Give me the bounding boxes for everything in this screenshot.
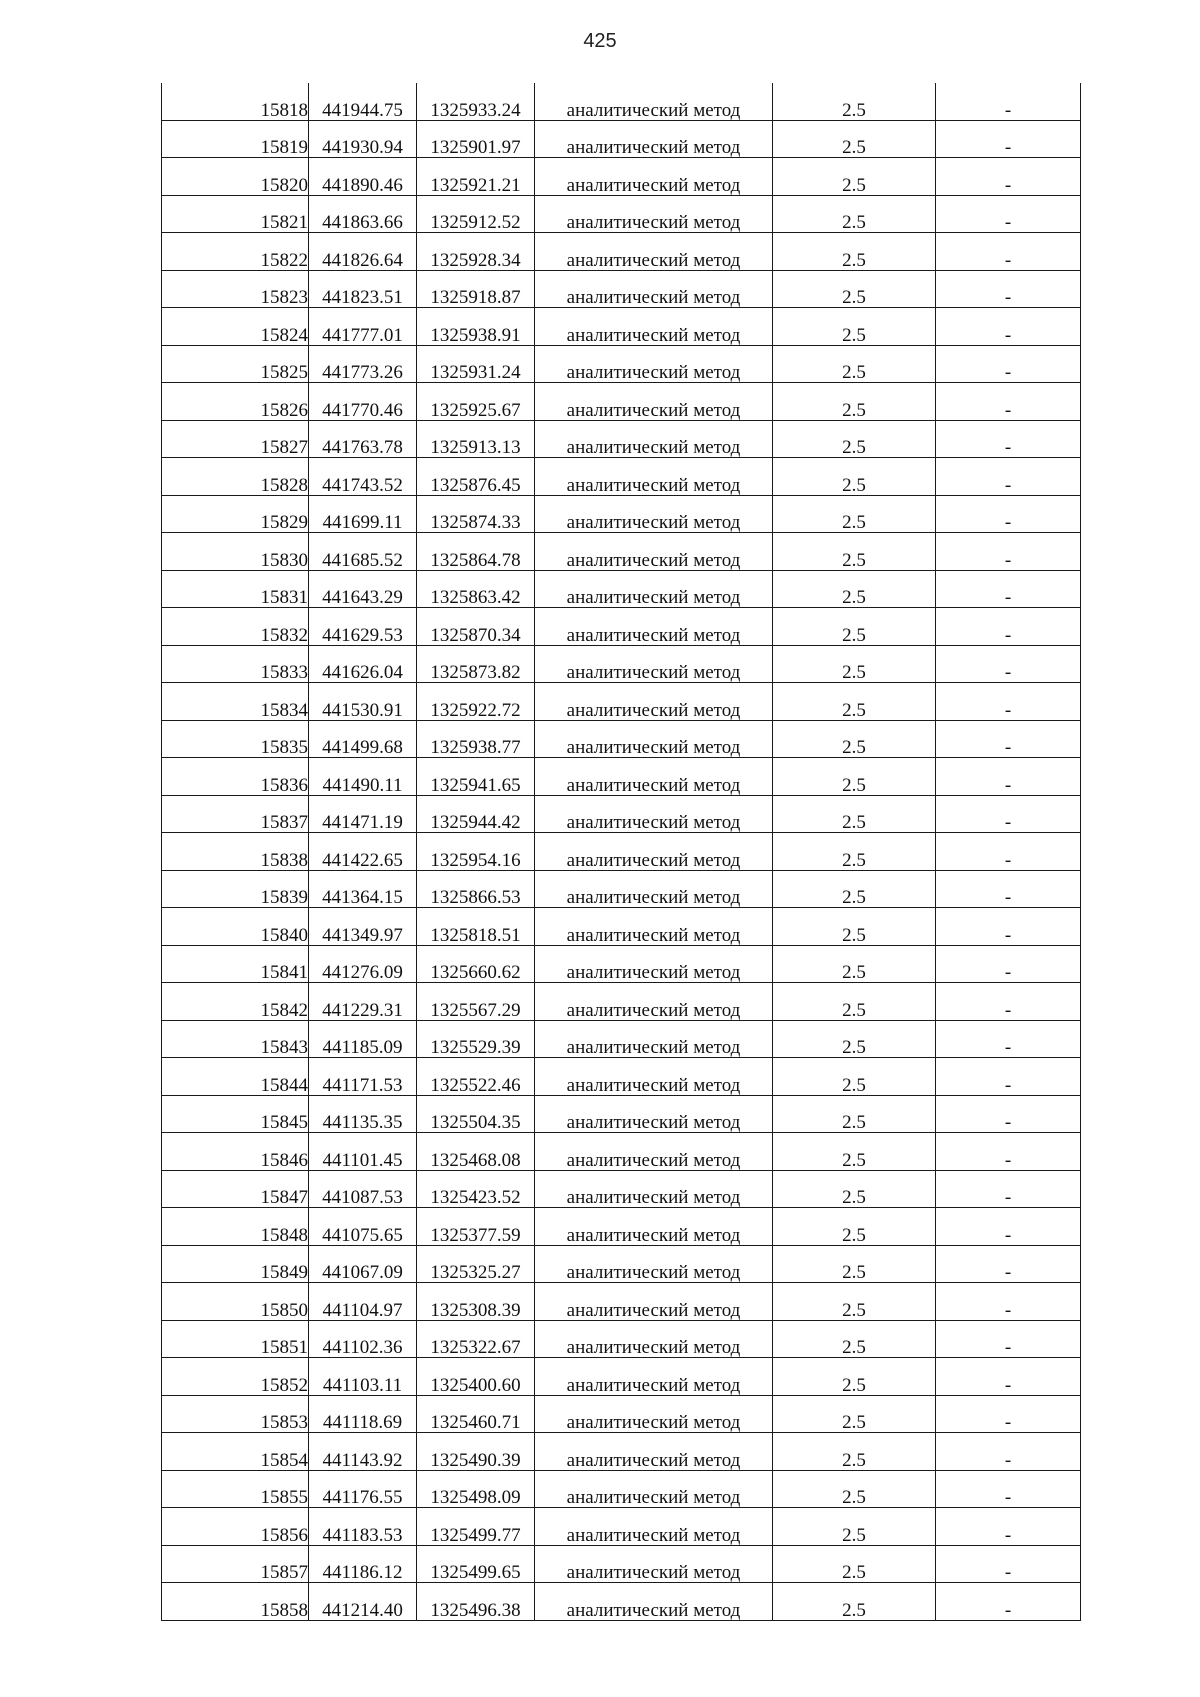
point-number-cell: 15858: [162, 1583, 309, 1621]
precision-cell: 2.5: [773, 1245, 936, 1283]
point-number-cell: 15857: [162, 1545, 309, 1583]
y-coordinate-cell: 1325864.78: [417, 533, 535, 571]
point-number-cell: 15830: [162, 533, 309, 571]
precision-cell: 2.5: [773, 1058, 936, 1096]
x-coordinate-cell: 441499.68: [309, 720, 417, 758]
note-cell: -: [936, 870, 1081, 908]
coordinates-table-container: [161, 83, 1080, 1621]
precision-cell: 2.5: [773, 833, 936, 871]
method-cell: аналитический метод: [535, 1095, 773, 1133]
method-cell: аналитический метод: [535, 1170, 773, 1208]
method-cell: аналитический метод: [535, 758, 773, 796]
note-cell: -: [936, 1358, 1081, 1396]
y-coordinate-cell: 1325468.08: [417, 1133, 535, 1171]
y-coordinate-cell: 1325954.16: [417, 833, 535, 871]
note-cell: -: [936, 570, 1081, 608]
y-coordinate-cell: 1325874.33: [417, 495, 535, 533]
precision-cell: 2.5: [773, 1358, 936, 1396]
method-cell: аналитический метод: [535, 1583, 773, 1621]
method-cell: аналитический метод: [535, 1283, 773, 1321]
x-coordinate-cell: 441530.91: [309, 683, 417, 721]
y-coordinate-cell: 1325866.53: [417, 870, 535, 908]
note-cell: -: [936, 1470, 1081, 1508]
method-cell: аналитический метод: [535, 458, 773, 496]
method-cell: аналитический метод: [535, 683, 773, 721]
x-coordinate-cell: 441743.52: [309, 458, 417, 496]
point-number-cell: 15843: [162, 1020, 309, 1058]
table-row: [162, 1170, 1081, 1208]
note-cell: -: [936, 1208, 1081, 1246]
method-cell: аналитический метод: [535, 1358, 773, 1396]
note-cell: -: [936, 308, 1081, 346]
precision-cell: 2.5: [773, 308, 936, 346]
y-coordinate-cell: 1325660.62: [417, 945, 535, 983]
note-cell: -: [936, 420, 1081, 458]
table-row: [162, 1433, 1081, 1471]
precision-cell: 2.5: [773, 533, 936, 571]
point-number-cell: 15831: [162, 570, 309, 608]
method-cell: аналитический метод: [535, 1020, 773, 1058]
note-cell: -: [936, 383, 1081, 421]
point-number-cell: 15854: [162, 1433, 309, 1471]
precision-cell: 2.5: [773, 570, 936, 608]
method-cell: аналитический метод: [535, 1133, 773, 1171]
precision-cell: 2.5: [773, 870, 936, 908]
note-cell: -: [936, 795, 1081, 833]
note-cell: -: [936, 1583, 1081, 1621]
table-row: [162, 1133, 1081, 1171]
point-number-cell: 15828: [162, 458, 309, 496]
point-number-cell: 15855: [162, 1470, 309, 1508]
note-cell: -: [936, 233, 1081, 271]
y-coordinate-cell: 1325423.52: [417, 1170, 535, 1208]
note-cell: -: [936, 1395, 1081, 1433]
method-cell: аналитический метод: [535, 983, 773, 1021]
point-number-cell: 15835: [162, 720, 309, 758]
precision-cell: 2.5: [773, 1470, 936, 1508]
method-cell: аналитический метод: [535, 720, 773, 758]
x-coordinate-cell: 441770.46: [309, 383, 417, 421]
x-coordinate-cell: 441364.15: [309, 870, 417, 908]
x-coordinate-cell: 441067.09: [309, 1245, 417, 1283]
y-coordinate-cell: 1325863.42: [417, 570, 535, 608]
note-cell: -: [936, 83, 1081, 120]
y-coordinate-cell: 1325921.21: [417, 158, 535, 196]
y-coordinate-cell: 1325922.72: [417, 683, 535, 721]
precision-cell: 2.5: [773, 1433, 936, 1471]
method-cell: аналитический метод: [535, 83, 773, 120]
x-coordinate-cell: 441102.36: [309, 1320, 417, 1358]
method-cell: аналитический метод: [535, 533, 773, 571]
coordinates-table: [161, 83, 1081, 1621]
point-number-cell: 15823: [162, 270, 309, 308]
precision-cell: 2.5: [773, 1320, 936, 1358]
note-cell: -: [936, 533, 1081, 571]
x-coordinate-cell: 441930.94: [309, 120, 417, 158]
x-coordinate-cell: 441171.53: [309, 1058, 417, 1096]
x-coordinate-cell: 441101.45: [309, 1133, 417, 1171]
precision-cell: 2.5: [773, 420, 936, 458]
table-row: [162, 683, 1081, 721]
note-cell: -: [936, 1020, 1081, 1058]
y-coordinate-cell: 1325522.46: [417, 1058, 535, 1096]
table-row: [162, 308, 1081, 346]
x-coordinate-cell: 441763.78: [309, 420, 417, 458]
point-number-cell: 15834: [162, 683, 309, 721]
x-coordinate-cell: 441276.09: [309, 945, 417, 983]
table-row: [162, 1095, 1081, 1133]
note-cell: -: [936, 1170, 1081, 1208]
precision-cell: 2.5: [773, 1283, 936, 1321]
precision-cell: 2.5: [773, 1133, 936, 1171]
table-row: [162, 908, 1081, 946]
table-row: [162, 1358, 1081, 1396]
method-cell: аналитический метод: [535, 1395, 773, 1433]
point-number-cell: 15826: [162, 383, 309, 421]
y-coordinate-cell: 1325870.34: [417, 608, 535, 646]
y-coordinate-cell: 1325499.65: [417, 1545, 535, 1583]
point-number-cell: 15836: [162, 758, 309, 796]
precision-cell: 2.5: [773, 945, 936, 983]
method-cell: аналитический метод: [535, 608, 773, 646]
note-cell: -: [936, 458, 1081, 496]
table-row: [162, 1020, 1081, 1058]
table-row: [162, 758, 1081, 796]
note-cell: -: [936, 345, 1081, 383]
x-coordinate-cell: 441944.75: [309, 83, 417, 120]
table-row: [162, 945, 1081, 983]
precision-cell: 2.5: [773, 795, 936, 833]
note-cell: -: [936, 270, 1081, 308]
x-coordinate-cell: 441135.35: [309, 1095, 417, 1133]
y-coordinate-cell: 1325325.27: [417, 1245, 535, 1283]
precision-cell: 2.5: [773, 1170, 936, 1208]
precision-cell: 2.5: [773, 1395, 936, 1433]
precision-cell: 2.5: [773, 383, 936, 421]
note-cell: -: [936, 1095, 1081, 1133]
x-coordinate-cell: 441118.69: [309, 1395, 417, 1433]
x-coordinate-cell: 441699.11: [309, 495, 417, 533]
y-coordinate-cell: 1325912.52: [417, 195, 535, 233]
point-number-cell: 15827: [162, 420, 309, 458]
precision-cell: 2.5: [773, 270, 936, 308]
note-cell: -: [936, 645, 1081, 683]
table-row: [162, 195, 1081, 233]
x-coordinate-cell: 441685.52: [309, 533, 417, 571]
y-coordinate-cell: 1325567.29: [417, 983, 535, 1021]
x-coordinate-cell: 441186.12: [309, 1545, 417, 1583]
precision-cell: 2.5: [773, 1508, 936, 1546]
point-number-cell: 15849: [162, 1245, 309, 1283]
y-coordinate-cell: 1325499.77: [417, 1508, 535, 1546]
note-cell: -: [936, 1508, 1081, 1546]
x-coordinate-cell: 441229.31: [309, 983, 417, 1021]
x-coordinate-cell: 441087.53: [309, 1170, 417, 1208]
table-row: [162, 1508, 1081, 1546]
y-coordinate-cell: 1325938.91: [417, 308, 535, 346]
x-coordinate-cell: 441349.97: [309, 908, 417, 946]
note-cell: -: [936, 683, 1081, 721]
table-row: [162, 1545, 1081, 1583]
note-cell: -: [936, 908, 1081, 946]
x-coordinate-cell: 441422.65: [309, 833, 417, 871]
method-cell: аналитический метод: [535, 420, 773, 458]
note-cell: -: [936, 1133, 1081, 1171]
point-number-cell: 15853: [162, 1395, 309, 1433]
y-coordinate-cell: 1325377.59: [417, 1208, 535, 1246]
point-number-cell: 15832: [162, 608, 309, 646]
precision-cell: 2.5: [773, 645, 936, 683]
precision-cell: 2.5: [773, 720, 936, 758]
method-cell: аналитический метод: [535, 795, 773, 833]
note-cell: -: [936, 120, 1081, 158]
table-row: [162, 458, 1081, 496]
table-row: [162, 1395, 1081, 1433]
precision-cell: 2.5: [773, 608, 936, 646]
note-cell: -: [936, 1545, 1081, 1583]
y-coordinate-cell: 1325933.24: [417, 83, 535, 120]
x-coordinate-cell: 441490.11: [309, 758, 417, 796]
point-number-cell: 15820: [162, 158, 309, 196]
method-cell: аналитический метод: [535, 908, 773, 946]
table-row: [162, 420, 1081, 458]
method-cell: аналитический метод: [535, 383, 773, 421]
note-cell: -: [936, 1433, 1081, 1471]
note-cell: -: [936, 1320, 1081, 1358]
x-coordinate-cell: 441863.66: [309, 195, 417, 233]
point-number-cell: 15848: [162, 1208, 309, 1246]
x-coordinate-cell: 441143.92: [309, 1433, 417, 1471]
point-number-cell: 15825: [162, 345, 309, 383]
x-coordinate-cell: 441183.53: [309, 1508, 417, 1546]
y-coordinate-cell: 1325938.77: [417, 720, 535, 758]
y-coordinate-cell: 1325918.87: [417, 270, 535, 308]
note-cell: -: [936, 1245, 1081, 1283]
table-row: [162, 1245, 1081, 1283]
method-cell: аналитический метод: [535, 1433, 773, 1471]
method-cell: аналитический метод: [535, 1245, 773, 1283]
method-cell: аналитический метод: [535, 308, 773, 346]
point-number-cell: 15847: [162, 1170, 309, 1208]
y-coordinate-cell: 1325876.45: [417, 458, 535, 496]
table-row: [162, 833, 1081, 871]
x-coordinate-cell: 441823.51: [309, 270, 417, 308]
y-coordinate-cell: 1325498.09: [417, 1470, 535, 1508]
table-row: [162, 1208, 1081, 1246]
table-row: [162, 83, 1081, 120]
table-row: [162, 795, 1081, 833]
method-cell: аналитический метод: [535, 345, 773, 383]
y-coordinate-cell: 1325308.39: [417, 1283, 535, 1321]
table-body: [162, 83, 1081, 1620]
point-number-cell: 15846: [162, 1133, 309, 1171]
method-cell: аналитический метод: [535, 1058, 773, 1096]
y-coordinate-cell: 1325901.97: [417, 120, 535, 158]
note-cell: -: [936, 195, 1081, 233]
point-number-cell: 15845: [162, 1095, 309, 1133]
x-coordinate-cell: 441629.53: [309, 608, 417, 646]
precision-cell: 2.5: [773, 908, 936, 946]
table-row: [162, 1583, 1081, 1621]
table-row: [162, 720, 1081, 758]
y-coordinate-cell: 1325931.24: [417, 345, 535, 383]
x-coordinate-cell: 441471.19: [309, 795, 417, 833]
point-number-cell: 15844: [162, 1058, 309, 1096]
table-row: [162, 158, 1081, 196]
precision-cell: 2.5: [773, 1545, 936, 1583]
note-cell: -: [936, 758, 1081, 796]
table-row: [162, 383, 1081, 421]
point-number-cell: 15842: [162, 983, 309, 1021]
y-coordinate-cell: 1325322.67: [417, 1320, 535, 1358]
x-coordinate-cell: 441103.11: [309, 1358, 417, 1396]
method-cell: аналитический метод: [535, 645, 773, 683]
y-coordinate-cell: 1325941.65: [417, 758, 535, 796]
method-cell: аналитический метод: [535, 270, 773, 308]
table-row: [162, 533, 1081, 571]
table-row: [162, 120, 1081, 158]
y-coordinate-cell: 1325490.39: [417, 1433, 535, 1471]
x-coordinate-cell: 441777.01: [309, 308, 417, 346]
note-cell: -: [936, 720, 1081, 758]
precision-cell: 2.5: [773, 495, 936, 533]
point-number-cell: 15821: [162, 195, 309, 233]
precision-cell: 2.5: [773, 195, 936, 233]
note-cell: -: [936, 983, 1081, 1021]
table-row: [162, 1470, 1081, 1508]
point-number-cell: 15856: [162, 1508, 309, 1546]
x-coordinate-cell: 441890.46: [309, 158, 417, 196]
table-row: [162, 495, 1081, 533]
method-cell: аналитический метод: [535, 1545, 773, 1583]
note-cell: -: [936, 495, 1081, 533]
y-coordinate-cell: 1325818.51: [417, 908, 535, 946]
method-cell: аналитический метод: [535, 1320, 773, 1358]
page-number: 425: [583, 30, 617, 52]
table-row: [162, 983, 1081, 1021]
method-cell: аналитический метод: [535, 1508, 773, 1546]
table-row: [162, 870, 1081, 908]
y-coordinate-cell: 1325873.82: [417, 645, 535, 683]
precision-cell: 2.5: [773, 983, 936, 1021]
precision-cell: 2.5: [773, 458, 936, 496]
method-cell: аналитический метод: [535, 495, 773, 533]
table-row: [162, 345, 1081, 383]
table-row: [162, 270, 1081, 308]
precision-cell: 2.5: [773, 1208, 936, 1246]
note-cell: -: [936, 945, 1081, 983]
x-coordinate-cell: 441643.29: [309, 570, 417, 608]
method-cell: аналитический метод: [535, 233, 773, 271]
method-cell: аналитический метод: [535, 833, 773, 871]
point-number-cell: 15838: [162, 833, 309, 871]
y-coordinate-cell: 1325400.60: [417, 1358, 535, 1396]
x-coordinate-cell: 441826.64: [309, 233, 417, 271]
point-number-cell: 15829: [162, 495, 309, 533]
table-row: [162, 1283, 1081, 1321]
x-coordinate-cell: 441214.40: [309, 1583, 417, 1621]
method-cell: аналитический метод: [535, 945, 773, 983]
precision-cell: 2.5: [773, 233, 936, 271]
precision-cell: 2.5: [773, 1095, 936, 1133]
note-cell: -: [936, 833, 1081, 871]
table-row: [162, 233, 1081, 271]
x-coordinate-cell: 441104.97: [309, 1283, 417, 1321]
method-cell: аналитический метод: [535, 120, 773, 158]
point-number-cell: 15824: [162, 308, 309, 346]
point-number-cell: 15851: [162, 1320, 309, 1358]
x-coordinate-cell: 441773.26: [309, 345, 417, 383]
y-coordinate-cell: 1325913.13: [417, 420, 535, 458]
method-cell: аналитический метод: [535, 1208, 773, 1246]
y-coordinate-cell: 1325928.34: [417, 233, 535, 271]
note-cell: -: [936, 1283, 1081, 1321]
method-cell: аналитический метод: [535, 570, 773, 608]
table-row: [162, 1058, 1081, 1096]
table-row: [162, 608, 1081, 646]
note-cell: -: [936, 608, 1081, 646]
point-number-cell: 15850: [162, 1283, 309, 1321]
x-coordinate-cell: 441626.04: [309, 645, 417, 683]
point-number-cell: 15852: [162, 1358, 309, 1396]
point-number-cell: 15833: [162, 645, 309, 683]
y-coordinate-cell: 1325529.39: [417, 1020, 535, 1058]
table-row: [162, 645, 1081, 683]
y-coordinate-cell: 1325944.42: [417, 795, 535, 833]
point-number-cell: 15819: [162, 120, 309, 158]
point-number-cell: 15818: [162, 83, 309, 120]
x-coordinate-cell: 441075.65: [309, 1208, 417, 1246]
x-coordinate-cell: 441176.55: [309, 1470, 417, 1508]
point-number-cell: 15841: [162, 945, 309, 983]
y-coordinate-cell: 1325925.67: [417, 383, 535, 421]
precision-cell: 2.5: [773, 158, 936, 196]
method-cell: аналитический метод: [535, 870, 773, 908]
precision-cell: 2.5: [773, 1020, 936, 1058]
precision-cell: 2.5: [773, 1583, 936, 1621]
precision-cell: 2.5: [773, 120, 936, 158]
precision-cell: 2.5: [773, 683, 936, 721]
method-cell: аналитический метод: [535, 158, 773, 196]
table-row: [162, 1320, 1081, 1358]
precision-cell: 2.5: [773, 345, 936, 383]
point-number-cell: 15837: [162, 795, 309, 833]
table-row: [162, 570, 1081, 608]
note-cell: -: [936, 1058, 1081, 1096]
x-coordinate-cell: 441185.09: [309, 1020, 417, 1058]
point-number-cell: 15840: [162, 908, 309, 946]
point-number-cell: 15822: [162, 233, 309, 271]
precision-cell: 2.5: [773, 83, 936, 120]
precision-cell: 2.5: [773, 758, 936, 796]
point-number-cell: 15839: [162, 870, 309, 908]
method-cell: аналитический метод: [535, 195, 773, 233]
y-coordinate-cell: 1325504.35: [417, 1095, 535, 1133]
method-cell: аналитический метод: [535, 1470, 773, 1508]
y-coordinate-cell: 1325460.71: [417, 1395, 535, 1433]
note-cell: -: [936, 158, 1081, 196]
y-coordinate-cell: 1325496.38: [417, 1583, 535, 1621]
